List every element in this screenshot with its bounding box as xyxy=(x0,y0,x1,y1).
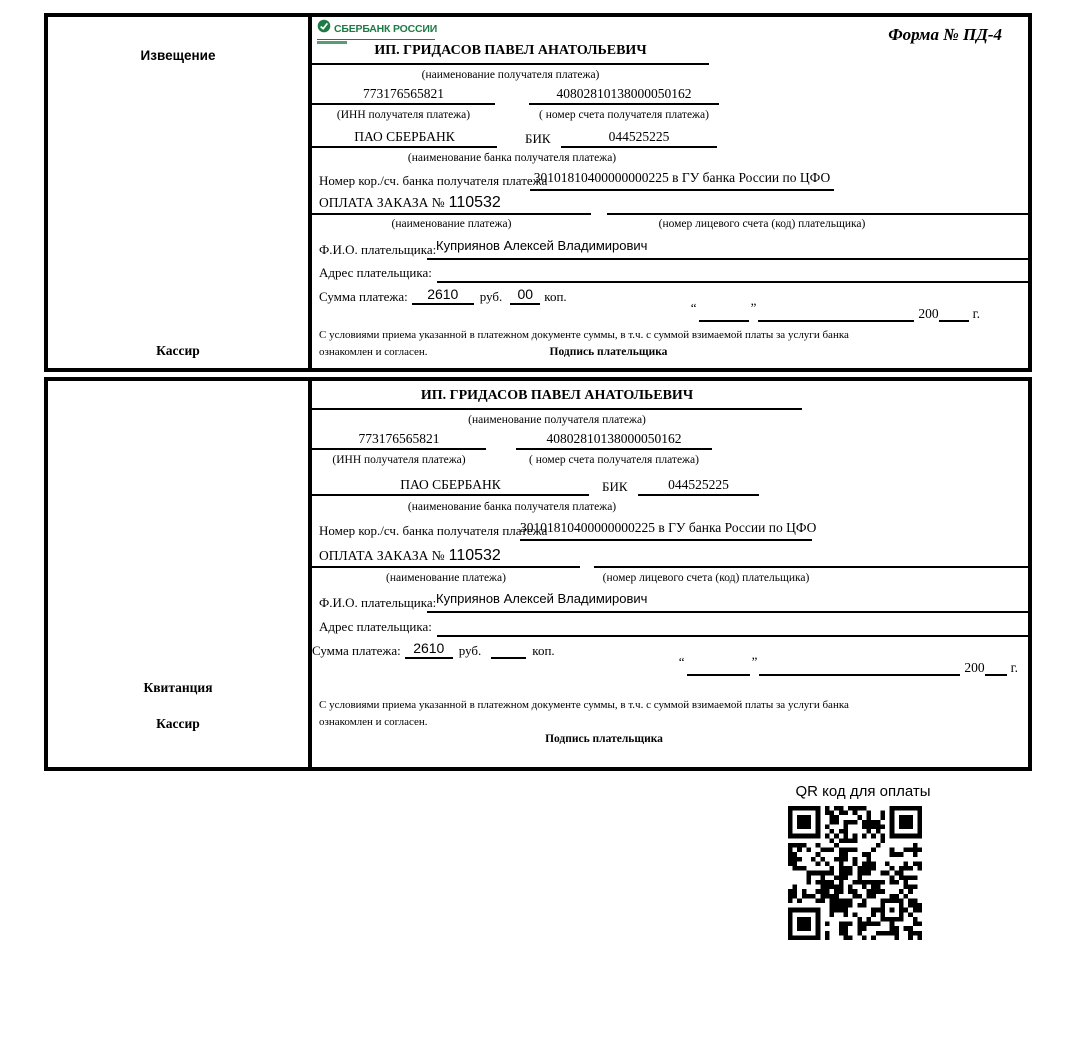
inn-value-field: 773176565821 xyxy=(312,431,486,450)
pd4-payment-form xyxy=(44,13,1032,771)
date-month-field xyxy=(758,304,914,322)
year-prefix: 200 xyxy=(964,660,985,675)
corr-account-label: Номер кор./сч. банка получателя платежа xyxy=(319,173,548,188)
agreement-text-line1: С условиями приема указанной в платежном документе суммы, в т.ч. с суммой взимаемой платы за услуги банка xyxy=(319,329,849,341)
sberbank-logo xyxy=(317,19,438,44)
payment-purpose-text: ОПЛАТА ЗАКАЗА № xyxy=(319,548,445,563)
bik-value-field: 044525225 xyxy=(638,477,759,496)
inn-caption: (ИНН получателя платежа) xyxy=(332,454,466,466)
bank-name-field: ПАО СБЕРБАНК xyxy=(312,129,497,148)
amount-rub-field: 2610 xyxy=(412,286,474,305)
agreement-text-line2: ознакомлен и согласен. xyxy=(319,346,428,358)
receipt-side-cell xyxy=(48,381,312,767)
payer-address-field xyxy=(437,616,1028,637)
agreement-text-line2: ознакомлен и согласен. xyxy=(319,716,428,728)
date-month-field xyxy=(759,658,960,676)
form-number-label: Форма № ПД-4 xyxy=(888,25,1002,44)
recipient-caption: (наименование получателя платежа) xyxy=(468,414,646,426)
personal-account-caption: (номер лицевого счета (код) плательщика) xyxy=(602,572,810,584)
year-prefix: 200 xyxy=(918,306,939,321)
account-caption: ( номер счета получателя платежа) xyxy=(529,454,699,466)
rub-label: руб. xyxy=(458,643,482,658)
sberbank-check-circle-icon xyxy=(317,19,331,38)
amount-row xyxy=(312,639,555,659)
bank-caption: (наименование банка получателя платежа) xyxy=(407,501,617,513)
sberbank-logo-text: СБЕРБАНК РОССИИ xyxy=(334,22,438,35)
payment-purpose-caption: (наименование платежа) xyxy=(391,218,512,230)
notice-label: Извещение xyxy=(140,48,216,63)
payer-name-label: Ф.И.О. плательщика: xyxy=(319,595,437,610)
personal-account-field xyxy=(594,547,1028,568)
notice-side-cell xyxy=(48,17,312,368)
payer-signature-label: Подпись плательщика xyxy=(545,733,663,745)
bik-label: БИК xyxy=(525,131,551,146)
payment-purpose-field xyxy=(312,194,591,215)
receipt-label: Квитанция xyxy=(143,680,213,695)
close-quote: ” xyxy=(750,300,757,315)
bank-caption: (наименование банка получателя платежа) xyxy=(407,152,617,164)
amount-label: Сумма платежа: xyxy=(319,289,408,304)
receipt-content xyxy=(312,381,1028,767)
personal-account-caption: (номер лицевого счета (код) плательщика) xyxy=(658,218,866,230)
amount-row xyxy=(319,285,567,305)
recipient-name: ИП. ГРИДАСОВ ПАВЕЛ АНАТОЛЬЕВИЧ xyxy=(312,388,802,410)
amount-kop-field: 00 xyxy=(510,286,540,305)
payer-address-field xyxy=(437,262,1028,283)
payer-name-field: Куприянов Алексей Владимирович xyxy=(427,591,1028,613)
payment-purpose-field xyxy=(312,547,580,568)
inn-caption: (ИНН получателя платежа) xyxy=(336,109,471,121)
bank-name-field: ПАО СБЕРБАНК xyxy=(312,477,589,496)
date-day-field xyxy=(687,658,750,676)
year-field xyxy=(939,304,969,322)
receipt-section xyxy=(44,377,1032,771)
bik-value-field: 044525225 xyxy=(561,129,717,148)
payer-name-field: Куприянов Алексей Владимирович xyxy=(427,238,1028,260)
notice-section xyxy=(44,13,1032,372)
amount-label: Сумма платежа: xyxy=(312,643,401,658)
notice-content xyxy=(312,17,1028,368)
year-field xyxy=(985,658,1007,676)
payment-purpose-caption: (наименование платежа) xyxy=(386,572,506,584)
qr-caption: QR код для оплаты xyxy=(795,783,931,800)
corr-account-label: Номер кор./сч. банка получателя платежа xyxy=(319,523,548,538)
rub-label: руб. xyxy=(479,289,503,304)
account-value-field: 40802810138000050162 xyxy=(516,431,712,450)
recipient-caption: (наименование получателя платежа) xyxy=(421,69,600,81)
payer-address-label: Адрес плательщика: xyxy=(319,619,432,634)
date-row xyxy=(677,655,1018,676)
payer-name-label: Ф.И.О. плательщика: xyxy=(319,242,437,257)
order-number: 110532 xyxy=(448,547,501,564)
agreement-text-line1: С условиями приема указанной в платежном документе суммы, в т.ч. с суммой взимаемой платы за услуги банка xyxy=(319,699,849,711)
open-quote: “ xyxy=(690,300,697,315)
year-suffix: г. xyxy=(1010,660,1018,675)
corr-account-field: 30101810400000000225 в ГУ банка России по ЦФО xyxy=(530,170,834,191)
bik-label: БИК xyxy=(602,479,628,494)
inn-value-field: 773176565821 xyxy=(312,86,495,105)
account-caption: ( номер счета получателя платежа) xyxy=(539,109,709,121)
kop-label: коп. xyxy=(544,289,567,304)
cashier-label: Кассир xyxy=(156,716,200,731)
amount-kop-field xyxy=(491,640,526,659)
qr-code xyxy=(788,806,922,940)
kop-label: коп. xyxy=(532,643,555,658)
amount-rub-field: 2610 xyxy=(405,640,453,659)
year-suffix: г. xyxy=(972,306,980,321)
payer-signature-label: Подпись плательщика xyxy=(549,346,668,358)
date-row xyxy=(689,301,980,322)
corr-account-field: 30101810400000000225 в ГУ банка России по ЦФО xyxy=(520,520,812,541)
agreement-text-line2-row xyxy=(319,346,667,358)
payer-address-label: Адрес плательщика: xyxy=(319,265,432,280)
recipient-name: ИП. ГРИДАСОВ ПАВЕЛ АНАТОЛЬЕВИЧ xyxy=(312,43,709,65)
payment-purpose-text: ОПЛАТА ЗАКАЗА № xyxy=(319,195,445,210)
close-quote: ” xyxy=(751,654,758,669)
order-number: 110532 xyxy=(448,194,501,211)
date-day-field xyxy=(699,304,749,322)
account-value-field: 40802810138000050162 xyxy=(529,86,719,105)
personal-account-field xyxy=(607,194,1028,215)
cashier-label: Кассир xyxy=(156,343,200,358)
open-quote: “ xyxy=(678,654,685,669)
